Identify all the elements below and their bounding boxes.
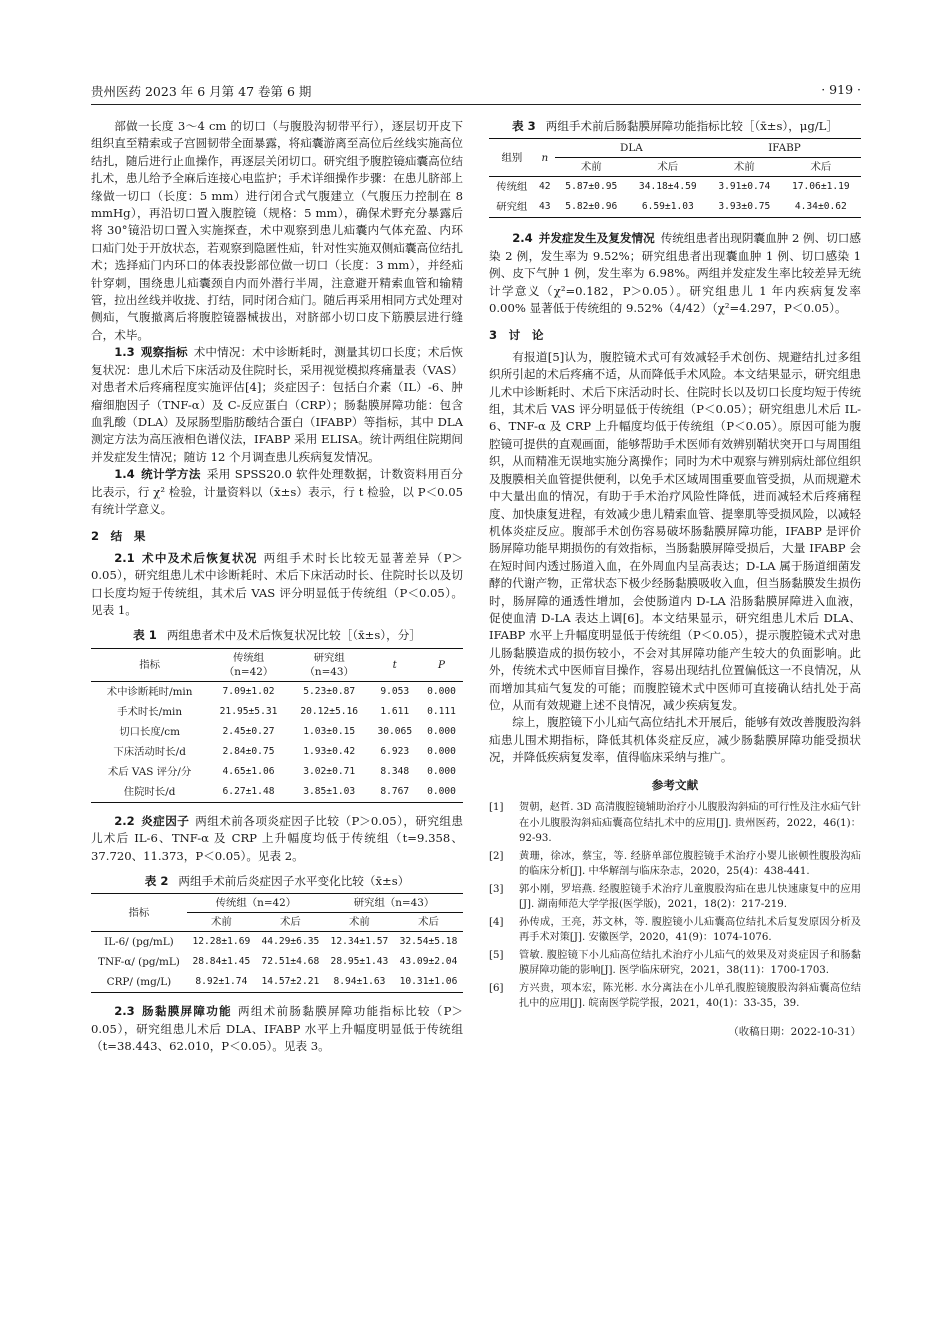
discussion-paragraph: 有报道[5]认为，腹腔镜术式可有效减轻手术创伤、规避结扎过多组织所引起的术后疼痛不适，从而降低手术风险。本文结果显示，研究组患儿术中诊断耗时、术后下床活动时长、住院时长以及切口长度均短于传统组，其术后 VAS 评分明显低于传统组（P＜0.05）；研究组患儿术后 IL-6、TNF-α 及 CRP 上升幅度均低于传统组（P＜0.05）。原因可能为腹腔镜可提供的直观画面，能够帮助手术医师有效辨别鞘状突开口与周围组织，从而精准无误地实施分离操作；同时为术中观察与辨别病灶部位组织及腹膜相关血管提供便利，以免手术区域周围重要血管受损，从而规避术中大量出血的情况，有助于手术治疗风险性降低，进而减轻术后疼痛程度、加快康复进程，有效减少患儿精索血管、提睾肌等受损风险，以减轻机体炎症反应。腹部手术创伤容易破坏肠黏膜屏障功能，IFABP 是评价肠屏障功能早期损伤的有效指标，当肠黏膜屏障受损后，大量 IFABP 会在短时间内透过肠道入血，在外周血内呈高表达；D-LA 属于肠道细菌发酵的代谢产物，正常状态下极少经肠黏膜吸收入血，但当肠黏膜发生损伤时，肠屏障的通透性增加，会使肠道内 D-LA 沿肠黏膜屏障进入血液，促使血清 D-LA 表达上调[6]。本文结果显示，研究组患儿术后 DLA、IFABP 水平上升幅度明显低于传统组（P＜0.05），提示腹腔镜术式对患儿肠黏膜造成的损伤较小，不会对其屏障功能产生较大的负面影响。此外，传统术式中医师盲目操作，容易出现结扎位置偏低这一不良情况，从而增加其疝气复发的可能；而腹腔镜术式中医师可直接确认结扎处于高位，从而有效规避上述不良情况，减少疾病复发。 bbox=[489, 349, 861, 712]
table-cell: 8.94±1.63 bbox=[333, 976, 386, 988]
section-title: 炎症因子 bbox=[140, 813, 190, 828]
reference-item bbox=[489, 849, 861, 880]
header-cell: n bbox=[535, 139, 555, 177]
table-cell: 34.18±4.59 bbox=[638, 181, 697, 193]
header-rule bbox=[91, 104, 861, 105]
header-cell: 研究组 （n=43） bbox=[289, 648, 370, 681]
table-2 bbox=[91, 893, 463, 993]
table-cell: 28.84±1.45 bbox=[192, 956, 251, 968]
table-cell: 2.45±0.27 bbox=[222, 725, 275, 737]
section-title: 统计学方法 bbox=[140, 467, 201, 482]
table-cell: 手术时长/min bbox=[117, 705, 183, 718]
table-row bbox=[91, 932, 463, 953]
section-text: 两组术前各项炎症因子比较（P＞0.05），研究组患儿术后 IL-6、TNF-α 及 CRP 上升幅度均低于传统组（t=9.358、37.720、11.373，P＜0.05）。见表 2。 bbox=[91, 813, 463, 863]
header-group: 研究组（n=43） bbox=[325, 894, 463, 913]
section-number: 1.3 bbox=[114, 345, 135, 360]
table-cell: 6.923 bbox=[380, 745, 410, 757]
table-title: 两组手术前后炎症因子水平变化比较（x̄±s） bbox=[178, 874, 410, 888]
table-cell: 43 bbox=[539, 201, 551, 213]
reference-text: 管敏. 腹腔镜下小儿疝高位结扎术治疗小儿疝气的效果及对炎症因子和肠黏膜屏障功能的影响[J]. 医学临床研究，2021，38(11)：1700-1703. bbox=[519, 949, 861, 976]
table-title: 两组患者术中及术后恢复状况比较［（x̄±s），分］ bbox=[166, 628, 421, 643]
section-1-4 bbox=[91, 466, 463, 518]
header-cell: 组别 bbox=[489, 139, 535, 177]
section-2-4 bbox=[489, 230, 861, 317]
table-label: 表 2 bbox=[144, 874, 169, 888]
reference-number: [6] bbox=[489, 982, 504, 994]
header-cell: 指标 bbox=[91, 648, 208, 681]
reference-number: [4] bbox=[489, 916, 504, 928]
table-cell: 术后 VAS 评分/分 bbox=[107, 765, 192, 778]
table-cell: 9.053 bbox=[380, 685, 410, 697]
table-cell: 17.06±1.19 bbox=[791, 181, 850, 193]
reference-text: 黄珊，徐冰，蔡宝，等. 经脐单部位腹腔镜手术治疗小婴儿嵌顿性腹股沟疝的临床分析[J]. 中华解剖与临床杂志，2020，25(4)：438-441. bbox=[519, 850, 861, 877]
running-header bbox=[91, 82, 861, 102]
header-cell: 术前 bbox=[708, 158, 781, 177]
table-cell: CRP/ (mg/L) bbox=[106, 976, 172, 989]
table-cell: 6.27±1.48 bbox=[222, 785, 275, 797]
section-text: 两组术前肠黏膜屏障功能指标比较（P＞0.05），研究组患儿术后 DLA、IFABP 水平上升幅度明显低于传统组（t=38.443、62.010，P＜0.05）。见表 3。 bbox=[91, 1004, 463, 1054]
section-title: 观察指标 bbox=[140, 345, 188, 360]
reference-number: [2] bbox=[489, 850, 504, 862]
table-cell: 1.03±0.15 bbox=[303, 725, 356, 737]
table-title: 两组手术前后肠黏膜屏障功能指标比较［（x̄±s），μg/L］ bbox=[545, 119, 838, 133]
table-cell: 3.91±0.74 bbox=[718, 181, 771, 193]
table-label: 表 3 bbox=[512, 119, 536, 133]
reference-text: 郭小刚，罗培燕. 经腹腔镜手术治疗儿童腹股沟疝在患儿快速康复中的应用[J]. 湖南师范大学学报(医学版)，2021，18(2)：217-219. bbox=[519, 883, 861, 910]
table-row bbox=[91, 722, 463, 742]
header-cell: 术前 bbox=[325, 913, 394, 932]
section-text: 采用 SPSS20.0 软件处理数据，计数资料用百分比表示，行 χ² 检验，计量资料以（x̄±s）表示，行 t 检验，以 P＜0.05 有统计学意义。 bbox=[91, 467, 463, 516]
table-cell: 8.767 bbox=[380, 785, 410, 797]
table-cell: 切口长度/cm bbox=[119, 725, 180, 738]
table-cell: 72.51±4.68 bbox=[261, 956, 320, 968]
method-paragraph: 部做一长度 3～4 cm 的切口（与腹股沟韧带平行），逐层切开皮下组织直至精索或子宫圆韧带全面暴露，将疝囊游离至高位后丝线实施高位结扎，随后进行止血操作，再逐层关闭切口。研究组予腹腔镜疝囊高位结扎术，患儿给予全麻后连接心电监护；手术详细操作步骤：在患儿脐部上缘做一切口（长度：5 mm）进行闭合式气腹建立（气腹压力控制在 8 mmHg），再沿切口置入腹腔镜（规格：5 mm），确保术野充分暴露后将 30°镜沿切口置入实施探查，术中观察到患儿疝囊内气体充盈、内环口疝门处于开放状态，若观察到隐匿性疝，针对性实施双侧疝囊高位结扎术；选择疝门内环口的体表投影部位做一切口（长度：3 mm），并经疝针穿刺，围绕患儿疝囊颈自内而外潜行半周，注意避开精索血管和输精管，拉出丝线并收拢、打结，同时闭合疝门。随后再采用相同方式处理对侧疝，气腹撤离后将腹腔镜器械拔出，对脐部小切口皮下筋膜层进行缝合，术毕。 bbox=[91, 119, 463, 342]
section-title: 并发症发生及复发情况 bbox=[538, 231, 655, 246]
table-cell: 4.34±0.62 bbox=[794, 201, 847, 213]
table-row bbox=[91, 702, 463, 722]
table-cell: 3.85±1.03 bbox=[303, 785, 356, 797]
section-2-1 bbox=[91, 550, 463, 620]
section-text: 术中情况：术中诊断耗时，测量其切口长度；术后恢复状况：患儿术后下床活动及住院时长，采用视觉模拟疼痛量表（VAS）对患者术后疼痛程度实施评估[4]；炎症因子：包括白介素（IL）-6、肿瘤细胞因子（TNF-α）及 C-反应蛋白（CRP）；肠黏膜屏障功能：包含血乳酸（DLA）及尿肠型脂肪酸结合蛋白（IFABP）等指标，其中 DLA 测定方法为高压液相色谱仪法，IFABP 采用 ELISA。统计两组住院期间并发症发生情况；随访 12 个月调查患儿疾病复发情况。 bbox=[91, 345, 463, 464]
reference-list bbox=[489, 800, 861, 1012]
table-cell: 0.000 bbox=[427, 785, 456, 797]
section-2-heading: 2 结 果 bbox=[91, 529, 146, 544]
table-cell: 0.000 bbox=[427, 745, 456, 757]
reference-number: [1] bbox=[489, 802, 504, 813]
table-cell: 3.93±0.75 bbox=[718, 201, 771, 213]
table-row bbox=[91, 782, 463, 803]
table-cell: 42 bbox=[539, 181, 551, 193]
page-number: · 919 · bbox=[821, 82, 861, 97]
header-cell: 术后 bbox=[256, 913, 325, 932]
table-label: 表 1 bbox=[133, 628, 157, 643]
header-cell: 术后 bbox=[781, 158, 861, 177]
table-cell: 43.09±2.04 bbox=[399, 956, 458, 968]
reference-text: 孙传成，王亮，苏文林，等. 腹腔镜小儿疝囊高位结扎术后复发原因分析及再手术对策[J]. 安徽医学，2020，41(9)：1074-1076. bbox=[519, 916, 861, 943]
table-row bbox=[91, 681, 463, 702]
reference-item bbox=[489, 882, 861, 913]
header-group: DLA bbox=[555, 139, 708, 158]
header-cell: 术前 bbox=[555, 158, 628, 177]
references-heading: 参考文献 bbox=[651, 777, 699, 792]
section-2-2 bbox=[91, 813, 463, 865]
table-cell: 21.95±5.31 bbox=[219, 705, 278, 717]
section-1-3 bbox=[91, 344, 463, 466]
header-cell: 术前 bbox=[187, 913, 256, 932]
table-cell: TNF-α/ (pg/mL) bbox=[98, 956, 180, 969]
header-cell: 指标 bbox=[91, 894, 187, 932]
table-2-caption bbox=[91, 873, 463, 890]
section-title: 肠黏膜屏障功能 bbox=[140, 1004, 232, 1019]
table-cell: 44.29±6.35 bbox=[261, 936, 320, 948]
reference-item bbox=[489, 948, 861, 979]
right-column bbox=[489, 118, 861, 1041]
table-cell: 4.65±1.06 bbox=[222, 765, 275, 777]
table-cell: IL-6/ (pg/mL) bbox=[104, 936, 174, 949]
table-3-caption bbox=[489, 118, 861, 135]
table-cell: 2.84±0.75 bbox=[222, 745, 275, 757]
header-group: IFABP bbox=[708, 139, 861, 158]
table-cell: 传统组 bbox=[496, 181, 528, 194]
left-column bbox=[91, 118, 463, 1056]
header-cell: 术后 bbox=[628, 158, 708, 177]
conclusion-paragraph: 综上，腹腔镜下小儿疝气高位结扎术开展后，能够有效改善腹股沟斜疝患儿围术期指标，降低其机体炎症反应，减少肠黏膜屏障功能受损状况，并降低疾病复发率，值得临床采纳与推广。 bbox=[489, 715, 861, 765]
header-group: 传统组（n=42） bbox=[187, 894, 325, 913]
section-text: 两组手术时长比较无显著差异（P＞0.05），研究组患儿术中诊断耗时、术后下床活动时长、住院时长以及切口长度均短于传统组，其术后 VAS 评分明显低于传统组（P＜0.05）。见表 1。 bbox=[91, 550, 463, 617]
table-cell: 6.59±1.03 bbox=[641, 201, 694, 213]
reference-item bbox=[489, 981, 861, 1012]
table-cell: 5.87±0.95 bbox=[565, 181, 618, 193]
table-cell: 0.000 bbox=[427, 725, 456, 737]
section-text: 传统组患者出现阴囊血肿 2 例、切口感染 2 例，发生率为 9.52%；研究组患者出现囊血肿 1 例、切口感染 1 例、皮下气肿 1 例，发生率为 6.98%。两组并发症发生率比较差异无统计学意义（χ²=0.182，P＞0.05）。研究组患儿 1 年内疾病复发率 0.00% 显著低于传统组的 9.52%（4/42）（χ²=4.297，P＜0.05）。 bbox=[489, 231, 861, 316]
header-cell: 术后 bbox=[394, 913, 463, 932]
table-cell: 1.611 bbox=[380, 705, 410, 717]
reference-item bbox=[489, 915, 861, 946]
table-row bbox=[91, 972, 463, 993]
table-cell: 3.02±0.71 bbox=[303, 765, 356, 777]
section-number: 2.4 bbox=[512, 231, 533, 246]
section-2-3 bbox=[91, 1003, 463, 1055]
table-cell: 32.54±5.18 bbox=[399, 936, 458, 948]
header-cell: 传统组 （n=42） bbox=[208, 648, 289, 681]
table-cell: 7.09±1.02 bbox=[222, 685, 275, 697]
table-cell: 研究组 bbox=[496, 201, 528, 214]
table-row bbox=[91, 762, 463, 782]
journal-title: 贵州医药 2023 年 6 月第 47 卷第 6 期 bbox=[91, 84, 312, 99]
table-1-caption bbox=[91, 627, 463, 644]
table-cell: 14.57±2.21 bbox=[261, 976, 320, 988]
section-number: 1.4 bbox=[114, 467, 135, 482]
table-row bbox=[489, 197, 861, 218]
table-1 bbox=[91, 648, 463, 803]
table-cell: 28.95±1.43 bbox=[330, 956, 389, 968]
table-row bbox=[91, 742, 463, 762]
table-cell: 1.93±0.42 bbox=[303, 745, 356, 757]
table-3 bbox=[489, 138, 861, 218]
reference-number: [3] bbox=[489, 883, 504, 895]
table-row bbox=[91, 952, 463, 972]
table-cell: 12.28±1.69 bbox=[192, 936, 251, 948]
table-cell: 0.000 bbox=[427, 765, 456, 777]
reference-text: 贺朝，赵哲. 3D 高清腹腔镜辅助治疗小儿腹股沟斜疝的可行性及注水疝气针在小儿腹股沟斜疝疝囊高位结扎术中的应用[J]. 贵州医药，2022，46(1)：92-93. bbox=[519, 802, 861, 844]
table-cell: 20.12±5.16 bbox=[300, 705, 359, 717]
header-cell: P bbox=[420, 648, 463, 681]
table-cell: 10.31±1.06 bbox=[399, 976, 458, 988]
table-cell: 5.82±0.96 bbox=[565, 201, 618, 213]
table-row bbox=[489, 177, 861, 198]
table-cell: 0.000 bbox=[427, 685, 456, 697]
reference-item bbox=[489, 800, 861, 847]
section-title: 术中及术后恢复状况 bbox=[140, 550, 258, 565]
table-cell: 0.111 bbox=[427, 705, 456, 717]
table-cell: 8.92±1.74 bbox=[195, 976, 248, 988]
table-cell: 30.065 bbox=[377, 725, 413, 737]
table-cell: 5.23±0.87 bbox=[303, 685, 356, 697]
reference-text: 方兴贵，项本宏，陈光彬. 水分离法在小儿单孔腹腔镜腹股沟斜疝囊高位结扎中的应用[J]. 皖南医学院学报，2021，40(1)：33-35，39. bbox=[519, 982, 861, 1009]
section-number: 2.2 bbox=[114, 813, 135, 828]
reference-number: [5] bbox=[489, 949, 504, 961]
table-cell: 8.348 bbox=[380, 765, 410, 777]
section-number: 2.1 bbox=[114, 550, 135, 565]
header-cell: t bbox=[370, 648, 420, 681]
section-3-heading: 3 讨 论 bbox=[489, 328, 544, 343]
table-cell: 12.34±1.57 bbox=[330, 936, 389, 948]
table-cell: 住院时长/d bbox=[123, 785, 176, 798]
table-cell: 下床活动时长/d bbox=[113, 745, 186, 758]
section-number: 2.3 bbox=[114, 1004, 135, 1019]
table-cell: 术中诊断耗时/min bbox=[106, 685, 193, 698]
received-date: （收稿日期：2022-10-31） bbox=[728, 1025, 861, 1038]
